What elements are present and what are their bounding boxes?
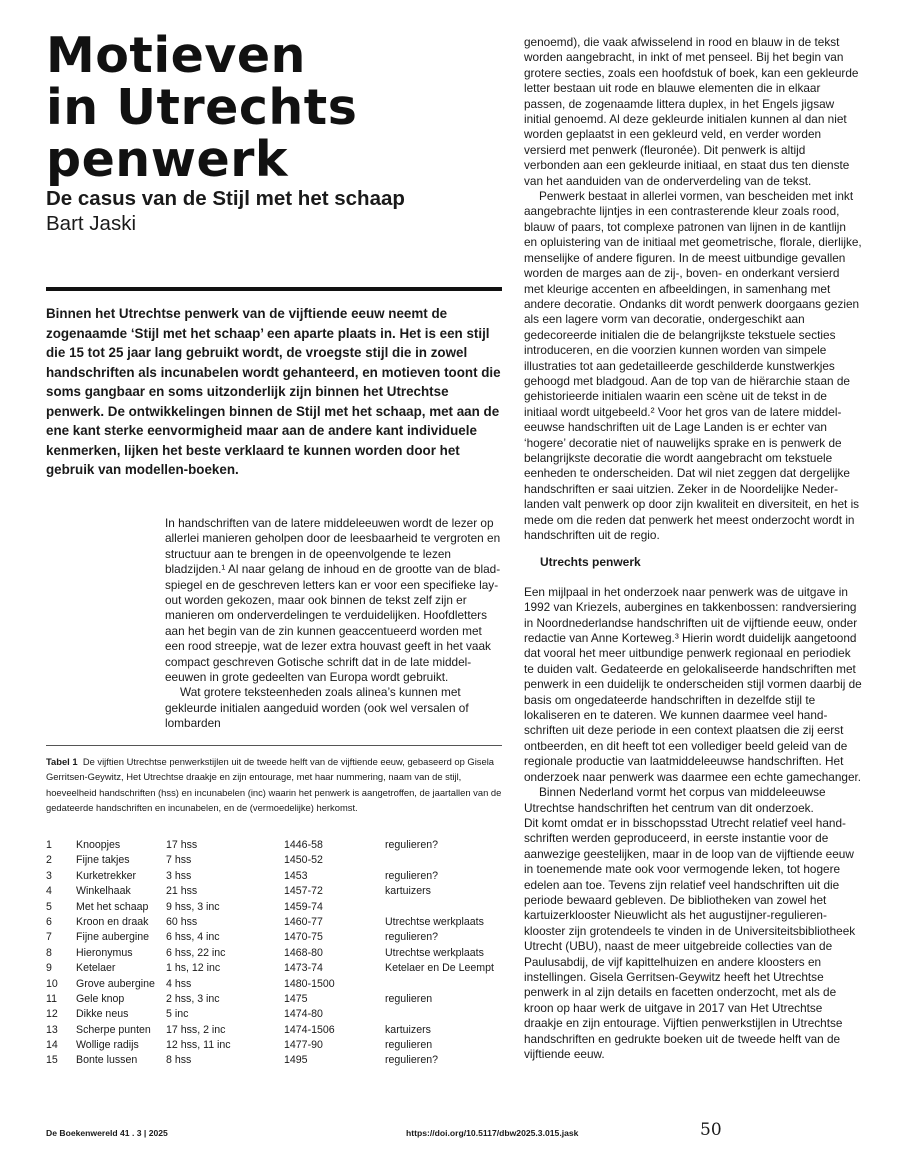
- style-number: 11: [46, 992, 57, 1005]
- paragraph: Een mijlpaal in het onderzoek naar penwerk was de uitgave in 1992 van Kriezels, aubergines en takkenbossen: randversiering in Noordnederlandse handschriften uit de vijftiende eeuw, onder redactie van Anne Korteweg.³ Hierin wordt duidelijk aangetoond dat vooral het meer uitbundige penwerk regionaal en periodiek te duiden valt. Gedateerde en gelokaliseerde handschriften met penwerk in een duidelijk te onderscheiden stijl vormen daarbij de basis om ongedateerde handschriften in dezelfde stijl te lokaliseren en te dateren. We kunnen daarmee veel hand-schriften uit deze periode in een context plaatsen die zij eerst ontbeerden, en dit heeft tot een vollediger beeld geleid van de regionale productie van laatmiddeleeuwse handschriften. Het onderzoek naar penwerk was daarmee een echte gamechanger.: [524, 584, 862, 784]
- date-range: 1474-1506: [284, 1023, 335, 1036]
- table-row: [46, 900, 502, 915]
- body-column-left: [165, 516, 502, 732]
- manuscript-count: 21 hss: [166, 885, 198, 898]
- table-row: [46, 1023, 502, 1038]
- table-row: [46, 1038, 502, 1053]
- date-range: 1468-80: [284, 946, 323, 959]
- style-name: Fijne takjes: [76, 854, 130, 867]
- style-number: 5: [46, 900, 52, 913]
- table-row: [46, 977, 502, 992]
- table-row: [46, 961, 502, 976]
- date-range: 1470-75: [284, 931, 323, 944]
- table-row: [46, 1007, 502, 1022]
- provenance: regulieren: [385, 1039, 433, 1052]
- style-name: Grove aubergine: [76, 977, 155, 990]
- provenance: regulieren?: [385, 1054, 439, 1067]
- title-line: penwerk: [46, 131, 288, 188]
- style-name: Kurketrekker: [76, 869, 137, 882]
- date-range: 1457-72: [284, 885, 323, 898]
- style-name: Kroon en draak: [76, 915, 149, 928]
- title-line: in Utrechts: [46, 79, 358, 136]
- provenance: [385, 1007, 502, 1022]
- table-row: [46, 992, 502, 1007]
- style-name: Wollige radijs: [76, 1039, 139, 1052]
- date-range: 1459-74: [284, 900, 323, 913]
- article-author: Bart Jaski: [46, 212, 136, 235]
- section-heading: Utrechts penwerk: [540, 555, 641, 570]
- table-row: [46, 1053, 502, 1068]
- table-row: [46, 884, 502, 899]
- style-number: 2: [46, 854, 52, 867]
- provenance: [385, 853, 502, 868]
- style-number: 4: [46, 885, 52, 898]
- style-number: 1: [46, 839, 52, 851]
- style-number: 7: [46, 931, 52, 944]
- manuscript-count: 3 hss: [166, 869, 192, 882]
- paragraph: Dit komt omdat er in bisschopsstad Utrecht relatief veel hand-schriften werden geproduceerd, in eerste instantie voor de aanwezige geestelijken, maar in de loop van de vijftiende eeuw in toenemende mate ook voor vermogende leken, tot hogere edelen aan toe. Tevens zijn relatief veel handschriften uit die periode bewaard gebleven. De bibliotheken van zowel het kartuizerklooster Nieuwlicht als het augustijner-regulieren-klooster zijn grotendeels te vinden in de Universiteitsbibliotheek Utrecht (UBU), naast de meer uitgebreide collecties van de Paulusabdij, de vijf kapittelhuizen en andere kloosters en instellingen. Gisela Gerritsen-Geywitz heeft het Utrechtse penwerk in al zijn details en facetten onderzocht, met als de kroon op haar werk de uitgave in 2017 van Het Utrechtse draakje en zijn entourage. Vijftien penwerkstijlen in Utrechtse handschriften en gedrukte boeken uit de tweede helft van de vijftiende eeuw.: [524, 815, 856, 1061]
- style-number: 14: [46, 1039, 58, 1052]
- date-range: 1473-74: [284, 962, 323, 975]
- manuscript-count: 17 hss: [166, 839, 198, 851]
- provenance: Utrechtse werkplaats: [385, 915, 484, 928]
- date-range: 1446-58: [284, 839, 323, 851]
- date-range: 1475: [284, 992, 308, 1005]
- provenance: [385, 977, 502, 992]
- manuscript-count: 2 hss, 3 inc: [166, 992, 220, 1005]
- provenance: kartuizers: [385, 1023, 431, 1036]
- table-caption-label: Tabel 1: [46, 756, 78, 767]
- manuscript-count: 9 hss, 3 inc: [166, 900, 220, 913]
- provenance: regulieren?: [385, 839, 439, 851]
- table-caption: [46, 754, 502, 816]
- manuscript-count: 17 hss, 2 inc: [166, 1023, 226, 1036]
- date-range: 1495: [284, 1054, 308, 1067]
- paragraph: Wat grotere teksteenheden zoals alinea’s kunnen met gekleurde initialen aangeduid worden (ook wel versalen of lombarden: [165, 685, 469, 731]
- abstract: Binnen het Utrechtse penwerk van de vijftiende eeuw neemt de zogenaamde ‘Stijl met het schaap’ een aparte plaats in. Het is een stijl die 15 tot 25 jaar lang gebruikt wordt, de vroegste stijl die in zowel handschriften als incunabelen wordt gehanteerd, en motieven toont die soms gangbaar en soms uitzonderlijk zijn binnen het Utrechtse penwerk. De ontwikkelingen binnen de Stijl met het schaap, met aan de ene kant sterke eenvormigheid maar aan de andere kant individuele kenmerken, lijken het beste verklaard te kunnen worden door het gebruik van modellen-boeken.: [46, 306, 501, 477]
- manuscript-count: 4 hss: [166, 977, 192, 990]
- style-number: 10: [46, 977, 58, 990]
- provenance: regulieren?: [385, 931, 439, 944]
- manuscript-count: 6 hss, 4 inc: [166, 931, 220, 944]
- paragraph: In handschriften van de latere middeleeuwen wordt de lezer op allerlei manieren geholpen door de leesbaarheid te vergroten en structuur aan te brengen in de opeenvolgende te lezen bladzijden.¹ Al naar gelang de inhoud en de grootte van de blad-spiegel en de geschreven letters kan er voor een specifieke lay-out worden gekozen, maar ook binnen de tekst zelf zijn er manieren om onderverdelingen te verduidelijken. Hoofdletters aan het begin van de zin kunnen geaccentueerd worden met een rood streepje, wat de lezer extra houvast geeft in het vaak compact geschreven Gotische schrift dat in de late middel-eeuwen in grote gedeelten van Europa wordt gebruikt.: [165, 516, 501, 685]
- table-divider: [46, 745, 502, 746]
- style-number: 6: [46, 915, 52, 928]
- date-range: 1480-1500: [284, 977, 335, 990]
- style-number: 3: [46, 869, 52, 882]
- manuscript-count: 8 hss: [166, 1054, 192, 1067]
- provenance: [385, 900, 502, 915]
- style-name: Gele knop: [76, 992, 125, 1005]
- style-number: 8: [46, 946, 52, 959]
- title-line: Motieven: [46, 27, 306, 84]
- style-name: Fijne aubergine: [76, 931, 150, 944]
- provenance: Utrechtse werkplaats: [385, 946, 484, 959]
- date-range: 1477-90: [284, 1039, 323, 1052]
- style-name: Ketelaer: [76, 962, 116, 975]
- style-name: Knoopjes: [76, 839, 121, 851]
- date-range: 1460-77: [284, 915, 323, 928]
- paragraph: genoemd), die vaak afwisselend in rood en blauw in de tekst worden aangebracht, in inkt of met penseel. Bij het begin van grotere secties, zoals een hoofdstuk of boek, kan een gekleurde letter bestaan uit rode en blauwe elementen die in elkaar passen, de zogenaamde littera duplex, in het Engels jigsaw initial genoemd. Al deze gekleurde initialen kunnen al dan niet worden geplaatst in een gekleurd veld, en verder worden versierd met penwerk (fleuronée). Dit penwerk is altijd verbonden aan een gekleurde initiaal, en staat dus ten dienste van het aanduiden van de onderverdeling van de tekst.: [524, 35, 859, 188]
- provenance: kartuizers: [385, 885, 431, 898]
- article-title: [46, 27, 486, 188]
- journal-info: De Boekenwereld 41 . 3 | 2025: [46, 1128, 168, 1138]
- style-number: 9: [46, 962, 52, 975]
- style-number: 13: [46, 1023, 58, 1036]
- manuscript-count: 12 hss, 11 inc: [166, 1039, 231, 1052]
- style-number: 12: [46, 1008, 58, 1021]
- style-name: Hieronymus: [76, 946, 133, 959]
- manuscript-count: 5 inc: [166, 1008, 189, 1021]
- table-row: [46, 853, 502, 868]
- table-row: [46, 838, 502, 853]
- style-name: Winkelhaak: [76, 885, 131, 898]
- body-column-right: [524, 35, 862, 1062]
- page-number: 50: [700, 1120, 722, 1140]
- section-divider: [46, 287, 502, 291]
- provenance: Ketelaer en De Leempt: [385, 962, 494, 975]
- manuscript-count: 6 hss, 22 inc: [166, 946, 226, 959]
- manuscript-count: 7 hss: [166, 854, 192, 867]
- date-range: 1450-52: [284, 854, 323, 867]
- table-caption-text: De vijftien Utrechtse penwerkstijlen uit de tweede helft van de vijftiende eeuw, gebaseerd op Gisela Gerritsen-Geywitz, Het Utrechtse draakje en zijn entourage, met haar nummering, naam van de stijl, hoeveelheid handschriften (hss) en incunabelen (inc) waarin het penwerk is aangetroffen, de jaartallen van de gedateerde handschriften en incunabelen, en de (vermoedelijke) herkomst.: [46, 756, 502, 814]
- style-number: 15: [46, 1054, 58, 1067]
- manuscript-count: 1 hs, 12 inc: [166, 962, 221, 975]
- style-name: Scherpe punten: [76, 1023, 151, 1036]
- table-row: [46, 915, 502, 930]
- provenance: regulieren: [385, 992, 433, 1005]
- style-name: Met het schaap: [76, 900, 149, 913]
- style-name: Dikke neus: [76, 1008, 129, 1021]
- penwork-styles-table: [46, 838, 502, 1069]
- table-row: [46, 946, 502, 961]
- table-row: [46, 930, 502, 945]
- doi-link[interactable]: https://doi.org/10.5117/dbw2025.3.015.jask: [406, 1128, 579, 1138]
- style-name: Bonte lussen: [76, 1054, 138, 1067]
- provenance: regulieren?: [385, 869, 439, 882]
- date-range: 1453: [284, 869, 308, 882]
- table-row: [46, 869, 502, 884]
- article-subtitle: De casus van de Stijl met het schaap: [46, 187, 405, 210]
- paragraph: Penwerk bestaat in allerlei vormen, van bescheiden met inkt aangebrachte lijntjes in een contrasterende kleur zoals rood, blauw of paars, tot complexe patronen van lijnen in de kantlijn en opluistering van de initiaal met geometrische, florale, dierlijke, menselijke of andere figuren. In de meest uitbundige gevallen worden de marges aan de zij-, boven- en onderkant versierd met kleurige accenten en afbeeldingen, in samenhang met andere decoratie. Ondanks dit wordt penwerk doorgaans gezien als een lagere vorm van decoratie, ondergeschikt aan gedecoreerde initialen die de belangrijkste tekstuele secties introduceren, en die voorzien kunnen worden van simpele illustraties tot aan gedetailleerde geschilderde kunstwerkjes gehoogd met bladgoud. Aan de top van de hiërarchie staan de gehistorieerde initialen waarin een scène uit de tekst in de initiaal wordt uitgebeeld.² Voor het gros van de latere middel-eeuwse handschriften uit de Lage Landen is er echter van ‘hogere’ decoratie niet of nauwelijks sprake en is penwerk de belangrijkste decoratie die wordt aangebracht om tekstuele eenheden te onderscheiden. Dat wil niet zeggen dat dergelijke handschriften er saai uitzien. Zeker in de Noordelijke Neder-landen valt penwerk op door zijn kwaliteit en diversiteit, en het is mede om die reden dat penwerk het meest onderzocht wordt in handschriften uit de regio.: [524, 189, 862, 542]
- date-range: 1474-80: [284, 1008, 323, 1021]
- manuscript-count: 60 hss: [166, 915, 198, 928]
- paragraph: Binnen Nederland vormt het corpus van middeleeuwse Utrechtse handschriften het centrum van dit onderzoek.: [524, 785, 826, 815]
